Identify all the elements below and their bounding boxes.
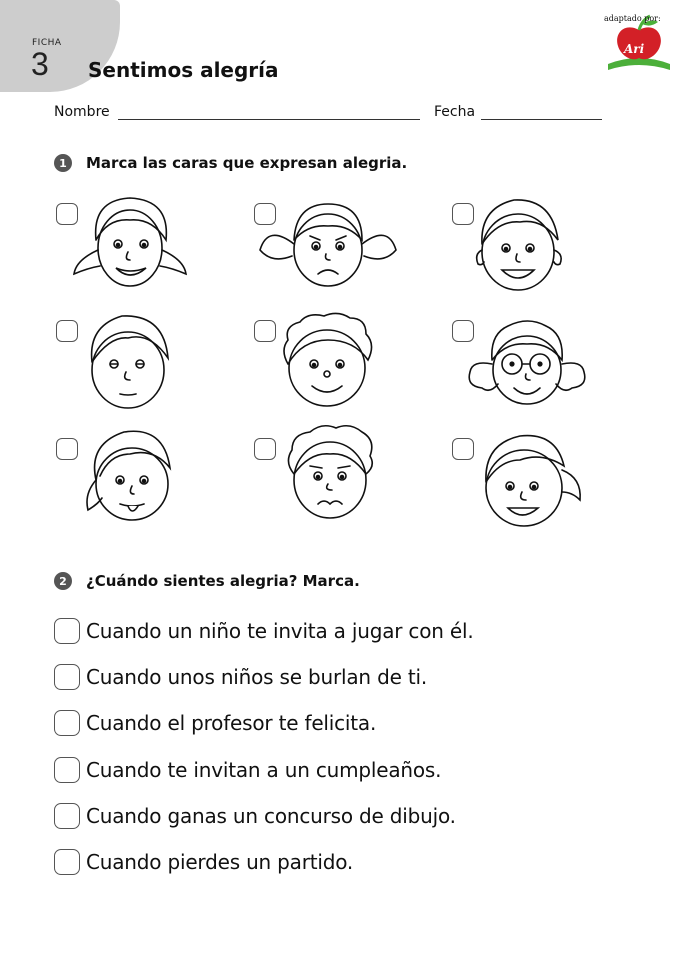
name-field[interactable] — [118, 119, 420, 120]
neutral-boy-face-icon — [80, 310, 176, 410]
happy-ponytail-girl-face-icon — [476, 430, 586, 530]
option-row-1[interactable] — [54, 616, 474, 646]
sad-girl-pigtails-face-icon — [258, 194, 398, 294]
option-checkbox-4[interactable] — [54, 757, 80, 783]
face-checkbox-5[interactable] — [254, 320, 276, 342]
page-title: Sentimos alegría — [88, 58, 279, 82]
option-checkbox-1[interactable] — [54, 618, 80, 644]
option-row-3[interactable] — [54, 708, 376, 738]
tongue-out-girl-face-icon — [80, 424, 180, 524]
question-1-badge: 1 — [54, 154, 72, 172]
option-text-2: Cuando unos niños se burlan de ti. — [86, 665, 427, 689]
option-text-3: Cuando el profesor te felicita. — [86, 711, 377, 735]
option-text-5: Cuando ganas un concurso de dibujo. — [86, 804, 456, 828]
question-1-text: Marca las caras que expresan alegria. — [86, 154, 408, 172]
option-text-6: Cuando pierdes un partido. — [86, 850, 354, 874]
happy-boy-face-icon — [470, 194, 568, 294]
option-checkbox-5[interactable] — [54, 803, 80, 829]
ficha-number: 3 — [31, 46, 49, 82]
option-row-2[interactable] — [54, 662, 427, 692]
question-2-heading — [54, 572, 360, 590]
logo-caption: adaptado por: — [604, 14, 661, 23]
option-text-4: Cuando te invitan a un cumpleaños. — [86, 758, 442, 782]
worried-boy-face-icon — [278, 422, 382, 522]
question-2-text: ¿Cuándo sientes alegria? Marca. — [86, 572, 360, 590]
name-label: Nombre — [54, 104, 110, 120]
face-checkbox-8[interactable] — [254, 438, 276, 460]
ficha-label: FICHA — [32, 38, 62, 48]
option-checkbox-6[interactable] — [54, 849, 80, 875]
date-label: Fecha — [434, 104, 476, 120]
question-2-badge: 2 — [54, 572, 72, 590]
happy-girl-glasses-face-icon — [464, 314, 590, 410]
question-1-heading — [54, 154, 407, 172]
face-checkbox-9[interactable] — [452, 438, 474, 460]
option-row-6[interactable] — [54, 847, 353, 877]
option-checkbox-3[interactable] — [54, 710, 80, 736]
option-row-5[interactable] — [54, 801, 456, 831]
happy-curly-boy-face-icon — [274, 310, 380, 410]
face-checkbox-7[interactable] — [56, 438, 78, 460]
logo — [604, 12, 674, 74]
option-row-4[interactable] — [54, 755, 441, 785]
date-field[interactable] — [481, 119, 602, 120]
option-checkbox-2[interactable] — [54, 664, 80, 690]
logo-name: Ari — [624, 42, 645, 56]
option-text-1: Cuando un niño te invita a jugar con él. — [86, 619, 474, 643]
happy-girl-face-icon — [72, 190, 188, 294]
face-checkbox-4[interactable] — [56, 320, 78, 342]
